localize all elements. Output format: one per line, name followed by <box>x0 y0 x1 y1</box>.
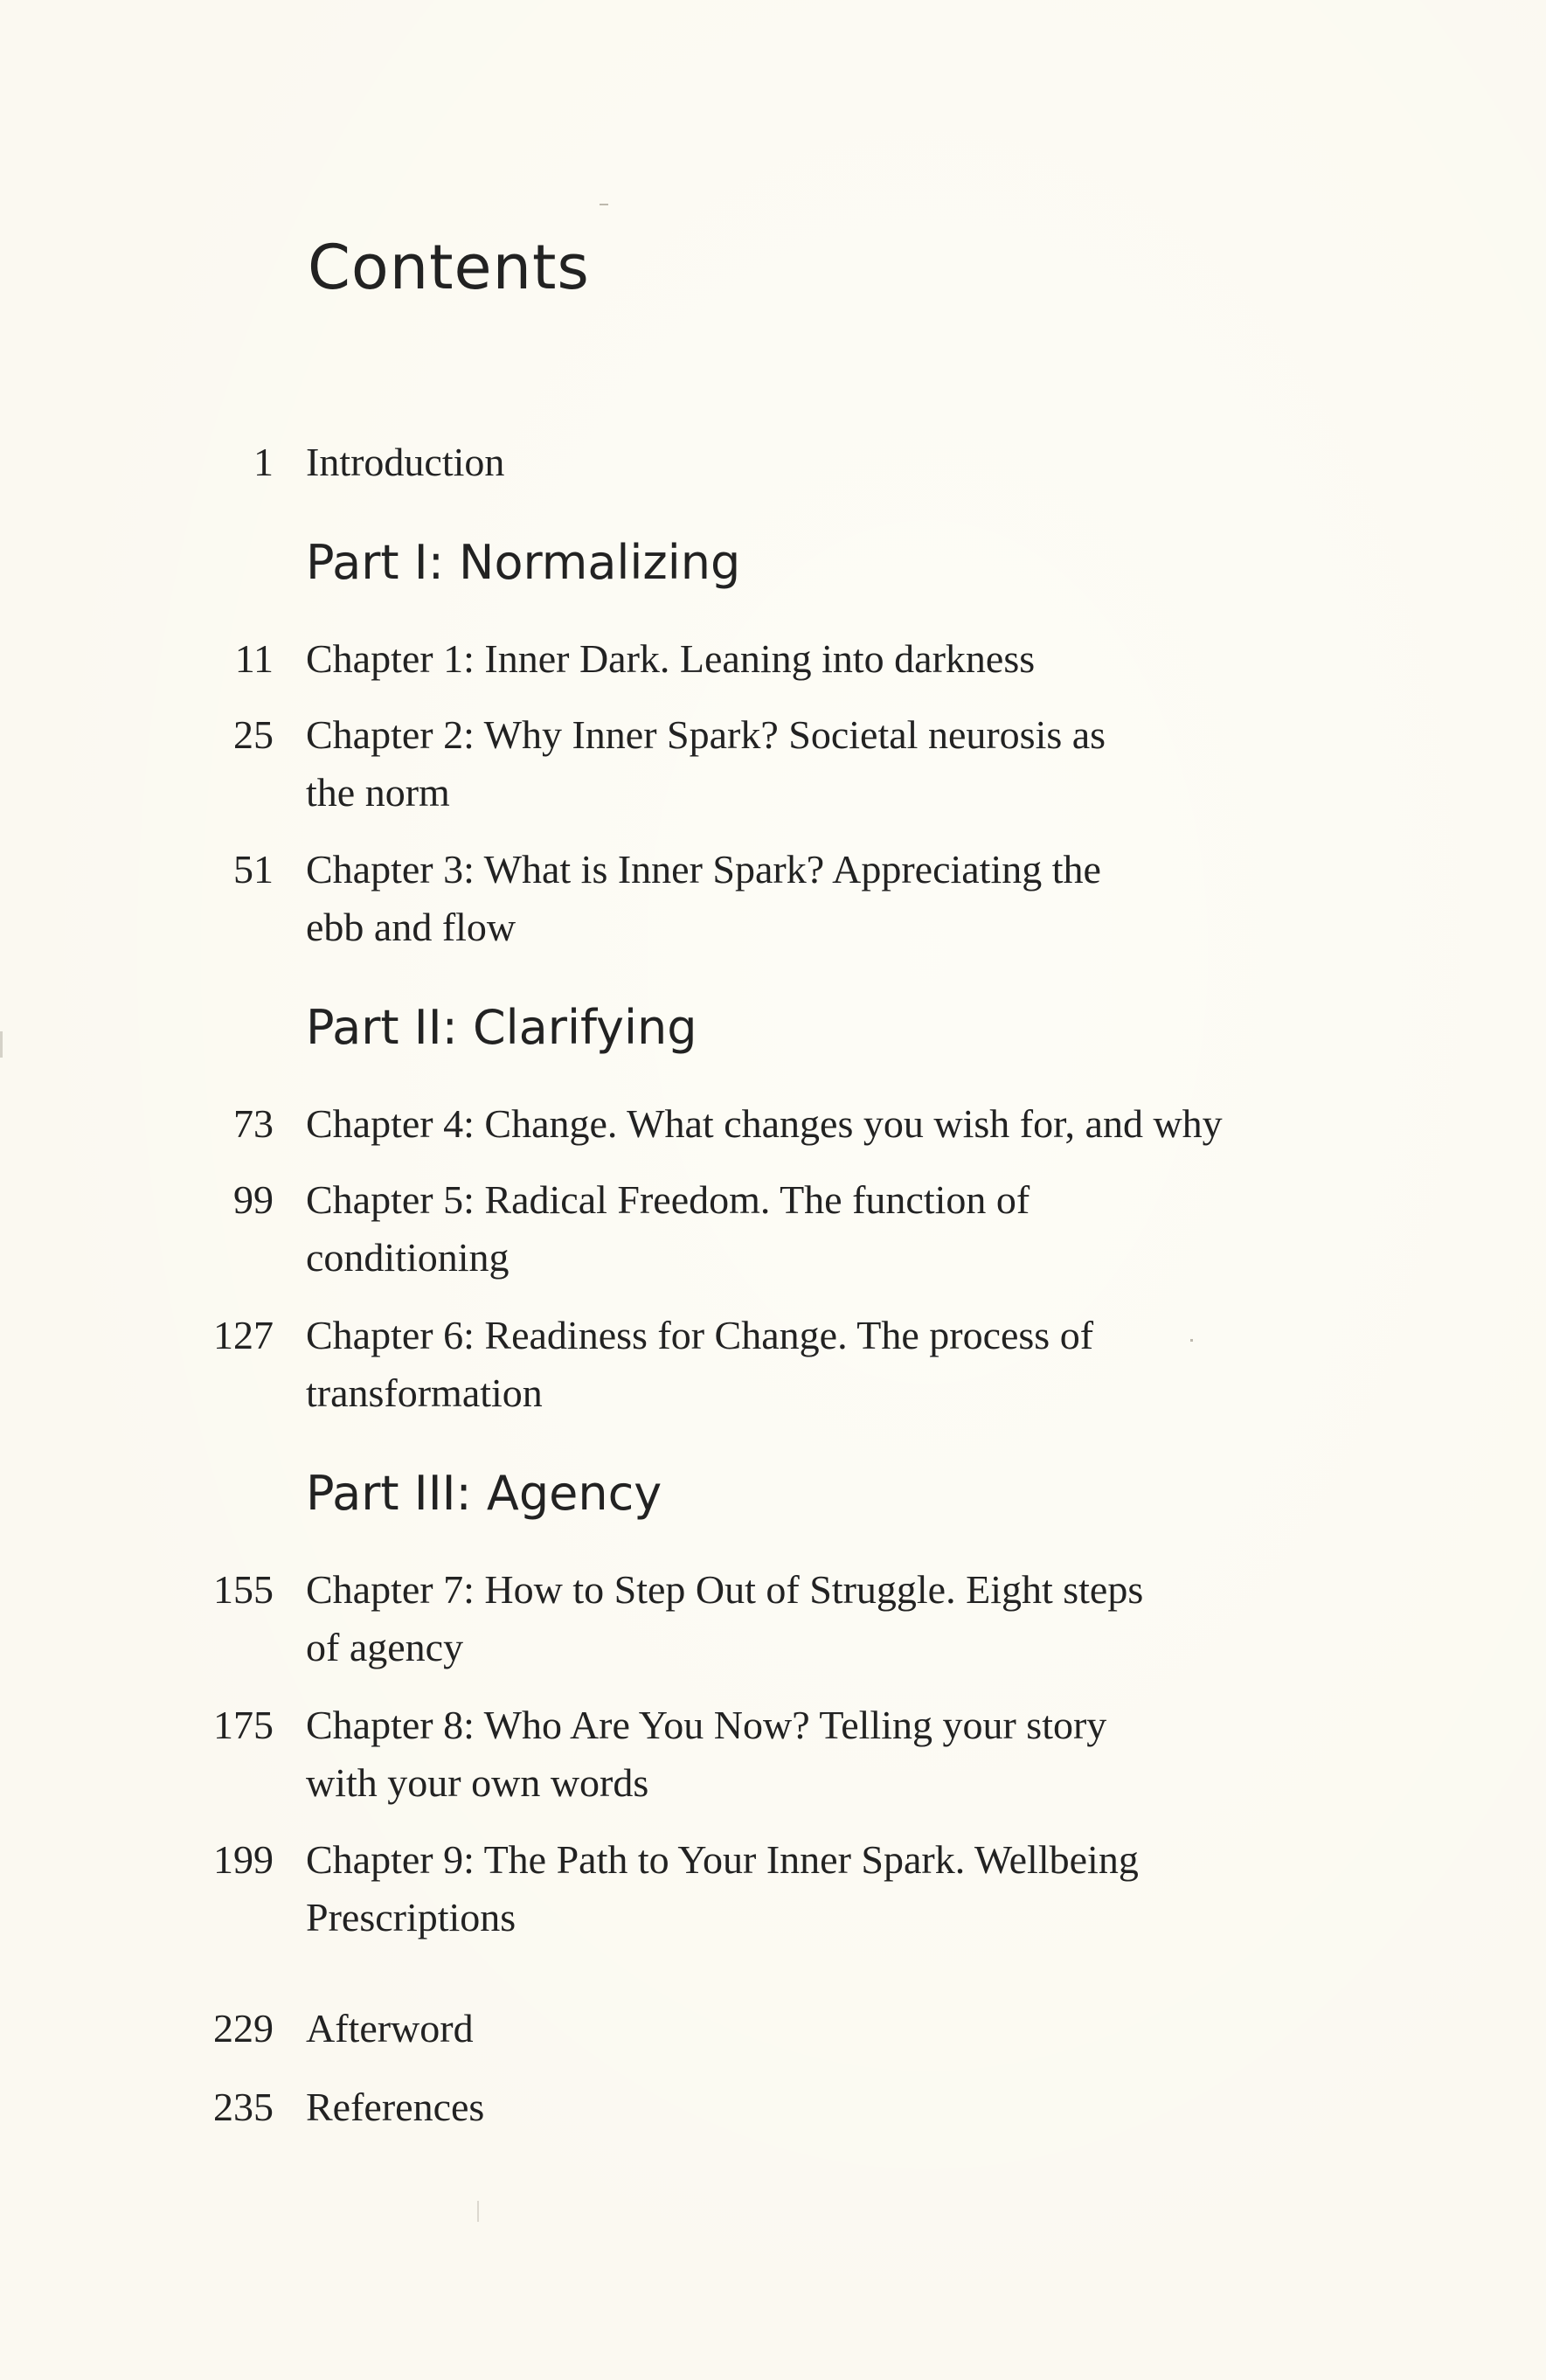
entry-line: Chapter 8: Who Are You Now? Telling your story <box>306 1703 1107 1747</box>
entry-line: Chapter 1: Inner Dark. Leaning into darkness <box>306 636 1036 681</box>
scan-speck <box>0 1031 3 1058</box>
entry-line: Chapter 2: Why Inner Spark? Societal neurosis as <box>306 712 1106 757</box>
entry-line: the norm <box>306 770 450 815</box>
entry-label <box>306 1307 1311 1422</box>
page-number: 73 <box>233 1101 274 1146</box>
page-number: 99 <box>233 1177 274 1222</box>
entry-line: Chapter 4: Change. What changes you wish for, and why <box>306 1101 1223 1146</box>
page-number: 229 <box>213 2006 274 2050</box>
entry-label <box>306 1095 1311 1153</box>
entry-line: Chapter 5: Radical Freedom. The function of <box>306 1177 1030 1222</box>
entry-line: transformation <box>306 1370 543 1415</box>
entry-label <box>306 706 1311 822</box>
entry-label <box>306 630 1311 688</box>
page-number: 1 <box>253 440 274 484</box>
scan-speck <box>477 2201 479 2222</box>
scan-speck <box>1190 1339 1193 1342</box>
page-number: 51 <box>233 847 274 892</box>
page-number: 11 <box>234 636 274 681</box>
entry-line: Chapter 9: The Path to Your Inner Spark. Wellbeing <box>306 1837 1139 1882</box>
entry-line: Chapter 3: What is Inner Spark? Appreciating the <box>306 847 1101 892</box>
part-heading-2: Part II: Clarifying <box>306 1000 697 1055</box>
page-number: 127 <box>213 1313 274 1357</box>
part-heading-3: Part III: Agency <box>306 1466 662 1521</box>
entry-line: ebb and flow <box>306 905 516 949</box>
entry-line: of agency <box>306 1625 464 1669</box>
entry-label <box>306 1831 1311 1946</box>
page-number: 235 <box>213 2085 274 2129</box>
entry-label <box>306 1171 1311 1287</box>
entry-line: conditioning <box>306 1235 510 1280</box>
entry-label: References <box>306 2085 485 2129</box>
page-title: Contents <box>308 232 590 303</box>
entry-label <box>306 1561 1311 1676</box>
scan-speck <box>600 204 608 205</box>
entry-line: Prescriptions <box>306 1895 516 1939</box>
page-number: 199 <box>213 1837 274 1882</box>
entry-label <box>306 1697 1311 1812</box>
entry-label: Introduction <box>306 440 505 484</box>
entry-label: Afterword <box>306 2006 474 2050</box>
entry-label <box>306 841 1311 956</box>
page-number: 175 <box>213 1703 274 1747</box>
entry-line: with your own words <box>306 1760 649 1805</box>
part-heading-1: Part I: Normalizing <box>306 535 741 590</box>
page-number: 25 <box>233 712 274 757</box>
entry-line: Chapter 6: Readiness for Change. The process of <box>306 1313 1094 1357</box>
entry-line: Chapter 7: How to Step Out of Struggle. Eight steps <box>306 1567 1144 1612</box>
page-number: 155 <box>213 1567 274 1612</box>
